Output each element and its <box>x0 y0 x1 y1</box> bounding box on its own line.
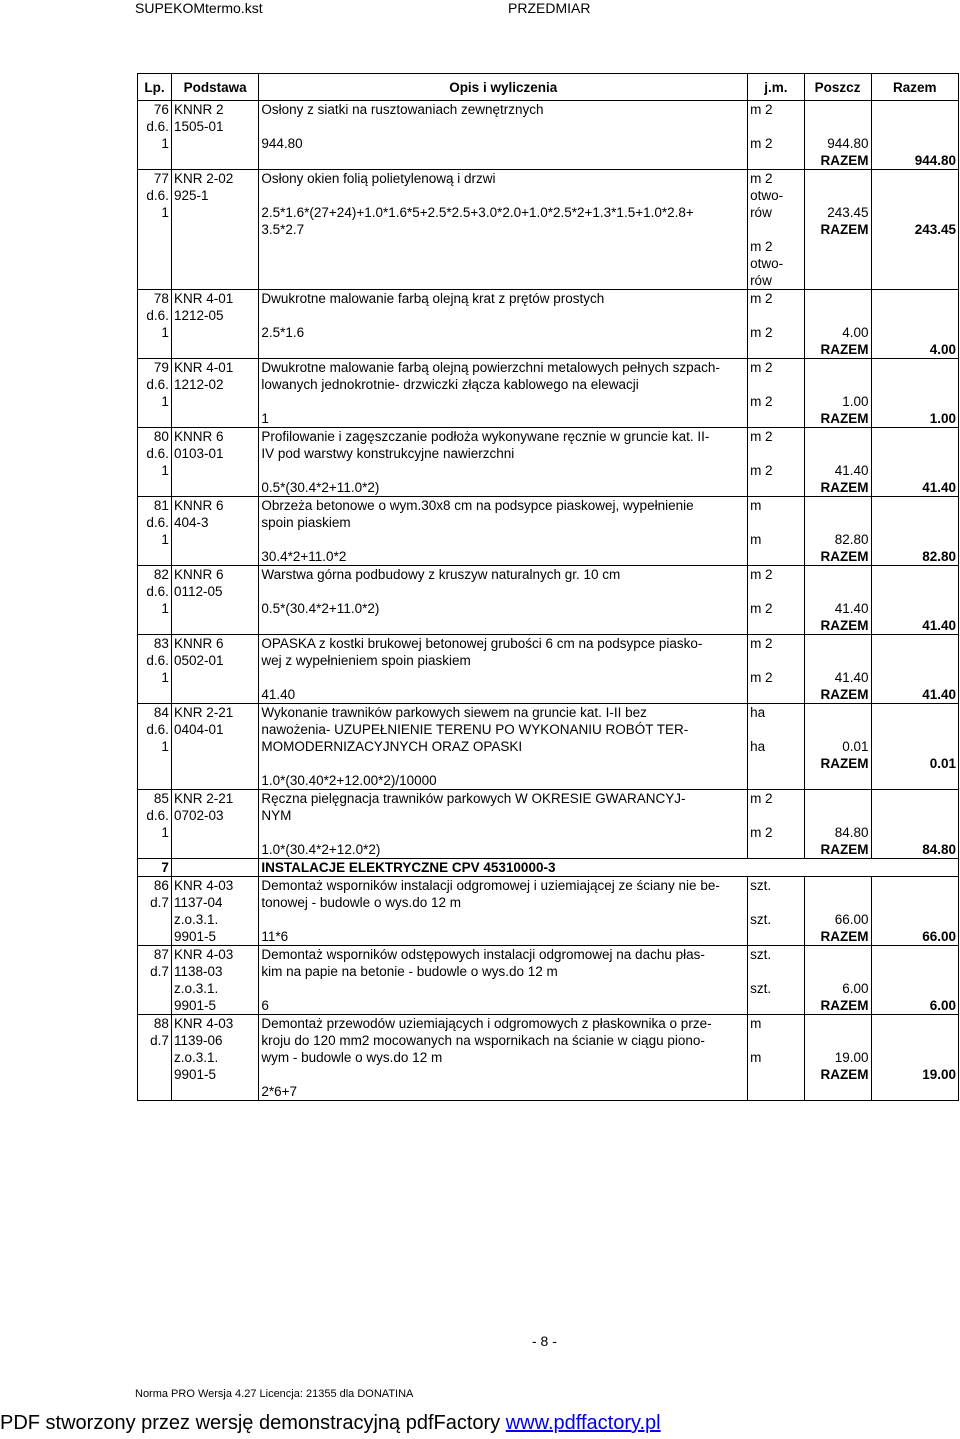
row-razem: 84.80 <box>922 842 956 857</box>
row-razem: 82.80 <box>922 549 956 564</box>
row-calc-jm: ha <box>750 739 766 754</box>
row-podstawa: KNNR 6 404-3 <box>171 497 258 566</box>
row-poszcz: 944.80 <box>827 136 869 151</box>
row-jm-cell <box>748 290 805 359</box>
table-row <box>138 704 959 790</box>
row-calc-jm: m 2 <box>750 463 773 478</box>
row-poszcz: 82.80 <box>834 532 869 547</box>
spacer <box>750 307 802 324</box>
spacer <box>807 497 869 514</box>
row-calculation: 2.5*1.6*(27+24)+1.0*1.6*5+2.5*2.5+3.0*2.0+1.0*2.5*2+1.3*1.5+1.0*2.8+ 3.5*2.7 <box>261 205 694 237</box>
row-calc-jm: m 2 otwo- rów <box>750 239 784 288</box>
spacer <box>807 704 869 721</box>
spacer <box>874 583 957 600</box>
row-podstawa: KNR 4-03 1139-06 z.o.3.1. 9901-5 <box>171 1015 258 1101</box>
row-jm-cell <box>748 497 805 566</box>
row-jm: szt. <box>750 878 772 893</box>
table-row <box>138 497 959 566</box>
spacer <box>874 790 957 807</box>
spacer <box>874 204 957 221</box>
table-row <box>138 101 959 170</box>
row-description-cell <box>259 635 748 704</box>
pdffactory-banner <box>0 1412 960 1435</box>
row-jm: m 2 <box>750 291 773 306</box>
table-row <box>138 428 959 497</box>
row-razem-cell <box>871 359 959 428</box>
row-razem: 41.40 <box>922 687 956 702</box>
spacer <box>874 1032 957 1049</box>
row-poszcz: 41.40 <box>834 463 869 478</box>
row-poszcz-cell <box>804 566 871 635</box>
row-razem-label: RAZEM <box>820 998 869 1013</box>
row-calculation: 41.40 <box>261 687 296 702</box>
pdffactory-link[interactable]: www.pdffactory.pl <box>505 1412 661 1434</box>
spacer <box>750 118 802 135</box>
spacer <box>807 187 869 204</box>
row-description-cell <box>259 170 748 290</box>
row-description-cell <box>259 101 748 170</box>
spacer <box>750 807 802 824</box>
row-lp: 77 d.6. 1 <box>138 170 172 290</box>
col-podstawa: Podstawa <box>171 74 258 101</box>
row-razem-cell <box>871 566 959 635</box>
row-description: Warstwa górna podbudowy z kruszyw naturalnych gr. 10 cm <box>261 567 621 582</box>
spacer <box>750 652 802 669</box>
row-description-cell <box>259 790 748 859</box>
spacer <box>874 704 957 721</box>
row-jm-cell <box>748 704 805 790</box>
row-poszcz: 84.80 <box>834 825 869 840</box>
spacer <box>261 755 745 772</box>
row-poszcz-cell <box>804 946 871 1015</box>
spacer <box>874 307 957 324</box>
col-jm: j.m. <box>748 74 805 101</box>
spacer <box>261 1066 745 1083</box>
row-jm-cell <box>748 946 805 1015</box>
row-jm: m 2 <box>750 360 773 375</box>
row-lp: 81 d.6. 1 <box>138 497 172 566</box>
spacer <box>261 531 745 548</box>
spacer <box>807 1015 869 1032</box>
row-description-cell <box>259 497 748 566</box>
col-lp: Lp. <box>138 74 172 101</box>
table-header-row <box>138 74 959 101</box>
row-description-cell <box>259 359 748 428</box>
row-razem-label: RAZEM <box>820 222 869 237</box>
spacer <box>807 445 869 462</box>
spacer <box>807 514 869 531</box>
row-calc-jm: m 2 <box>750 136 773 151</box>
table-row <box>138 635 959 704</box>
row-razem: 41.40 <box>922 480 956 495</box>
row-lp: 85 d.6. 1 <box>138 790 172 859</box>
header-filename: SUPEKOMtermo.kst <box>135 0 263 16</box>
spacer <box>874 894 957 911</box>
spacer <box>750 583 802 600</box>
spacer <box>261 462 745 479</box>
row-lp: 83 d.6. 1 <box>138 635 172 704</box>
row-razem: 4.00 <box>929 342 956 357</box>
row-razem-cell <box>871 1015 959 1101</box>
spacer <box>874 497 957 514</box>
spacer <box>807 170 869 187</box>
row-description-cell <box>259 428 748 497</box>
spacer <box>807 790 869 807</box>
spacer <box>874 1049 957 1066</box>
spacer <box>261 583 745 600</box>
spacer <box>874 807 957 824</box>
spacer <box>807 376 869 393</box>
row-podstawa: KNR 4-03 1138-03 z.o.3.1. 9901-5 <box>171 946 258 1015</box>
row-razem-cell <box>871 635 959 704</box>
row-lp: 79 d.6. 1 <box>138 359 172 428</box>
row-razem-cell <box>871 428 959 497</box>
row-razem-cell <box>871 101 959 170</box>
spacer <box>874 514 957 531</box>
row-jm: szt. <box>750 947 772 962</box>
row-poszcz: 4.00 <box>842 325 869 340</box>
spacer <box>807 307 869 324</box>
spacer <box>807 583 869 600</box>
spacer <box>874 393 957 410</box>
row-description-cell <box>259 566 748 635</box>
col-razem: Razem <box>871 74 959 101</box>
spacer <box>807 1032 869 1049</box>
spacer <box>807 101 869 118</box>
row-calculation: 11*6 <box>261 929 289 944</box>
spacer <box>807 566 869 583</box>
spacer <box>750 376 802 393</box>
section-title: INSTALACJE ELEKTRYCZNE CPV 45310000-3 <box>259 859 959 877</box>
row-jm: m 2 <box>750 102 773 117</box>
row-description: Dwukrotne malowanie farbą olejną krat z prętów prostych <box>261 291 605 306</box>
row-razem-cell <box>871 704 959 790</box>
row-description: Demontaż przewodów uziemiających i odgromowych z płaskownika o prze- kroju do 120 mm2 mocowanych na wspornikach na ścianie w ciągu piono- wym - budowle o wys.do 12 m <box>261 1016 712 1065</box>
table-row <box>138 790 959 859</box>
row-razem-cell <box>871 290 959 359</box>
row-description-cell <box>259 1015 748 1101</box>
row-poszcz-cell <box>804 101 871 170</box>
spacer <box>807 635 869 652</box>
col-poszcz: Poszcz <box>804 74 871 101</box>
row-calculation: 6 <box>261 998 269 1013</box>
row-calc-jm: szt. <box>750 981 772 996</box>
spacer <box>874 101 957 118</box>
spacer <box>750 445 802 462</box>
row-calculation: 1.0*(30.4*2+12.0*2) <box>261 842 381 857</box>
row-razem: 66.00 <box>922 929 956 944</box>
row-jm: m 2 otwo- rów <box>750 171 784 220</box>
row-jm: m <box>750 498 762 513</box>
spacer <box>261 393 745 410</box>
row-poszcz: 41.40 <box>834 670 869 685</box>
spacer <box>807 428 869 445</box>
row-jm-cell <box>748 359 805 428</box>
row-lp: 84 d.6. 1 <box>138 704 172 790</box>
spacer <box>874 566 957 583</box>
row-razem-label: RAZEM <box>820 842 869 857</box>
spacer <box>874 324 957 341</box>
row-razem: 41.40 <box>922 618 956 633</box>
row-description: Ręczna pielęgnacja trawników parkowych W OKRESIE GWARANCYJ- NYM <box>261 791 686 823</box>
spacer <box>261 118 745 135</box>
row-razem: 19.00 <box>922 1067 956 1082</box>
row-lp: 80 d.6. 1 <box>138 428 172 497</box>
row-calculation: 2.5*1.6 <box>261 325 305 340</box>
row-description: Demontaż wsporników instalacji odgromowej i uziemiającej ze ściany nie be- tonowej - budowle o wys.do 12 m <box>261 878 720 910</box>
row-poszcz-cell <box>804 359 871 428</box>
spacer <box>874 445 957 462</box>
spacer <box>874 290 957 307</box>
row-podstawa: KNNR 6 0502-01 <box>171 635 258 704</box>
bill-of-quantities-table <box>137 73 959 1101</box>
row-jm-cell <box>748 790 805 859</box>
row-podstawa: KNR 4-01 1212-05 <box>171 290 258 359</box>
row-description: Dwukrotne malowanie farbą olejną powierzchni metalowych pełnych szpach- lowanych jednokrotnie- drzwiczki złącza kablowego na elewacji <box>261 360 720 392</box>
row-poszcz-cell <box>804 790 871 859</box>
row-razem: 243.45 <box>914 222 956 237</box>
row-podstawa: KNR 4-03 1137-04 z.o.3.1. 9901-5 <box>171 877 258 946</box>
table-row <box>138 1015 959 1101</box>
spacer <box>807 721 869 738</box>
spacer <box>874 1015 957 1032</box>
row-razem-label: RAZEM <box>820 342 869 357</box>
row-calc-jm: m <box>750 532 762 547</box>
row-calculation: 1 <box>261 411 269 426</box>
spacer <box>874 963 957 980</box>
row-poszcz-cell <box>804 290 871 359</box>
row-poszcz-cell <box>804 877 871 946</box>
row-calc-jm: m 2 <box>750 601 773 616</box>
row-calculation: 0.5*(30.4*2+11.0*2) <box>261 480 380 495</box>
spacer <box>874 376 957 393</box>
row-jm: m 2 <box>750 791 773 806</box>
spacer <box>261 980 745 997</box>
row-jm-cell <box>748 428 805 497</box>
spacer <box>874 187 957 204</box>
spacer <box>261 669 745 686</box>
spacer <box>750 963 802 980</box>
spacer <box>750 514 802 531</box>
row-poszcz: 41.40 <box>834 601 869 616</box>
row-calculation: 944.80 <box>261 136 303 151</box>
row-poszcz: 19.00 <box>834 1050 869 1065</box>
spacer <box>874 635 957 652</box>
spacer <box>874 118 957 135</box>
spacer <box>807 963 869 980</box>
software-footer: Norma PRO Wersja 4.27 Licencja: 21355 dla DONATINA <box>135 1388 414 1400</box>
row-jm: m <box>750 1016 762 1031</box>
row-calculation: 2*6+7 <box>261 1084 298 1099</box>
row-poszcz-cell <box>804 1015 871 1101</box>
spacer <box>874 359 957 376</box>
spacer <box>807 118 869 135</box>
row-jm: ha <box>750 705 766 720</box>
row-poszcz: 1.00 <box>842 394 869 409</box>
spacer <box>807 290 869 307</box>
section-empty <box>171 859 258 877</box>
row-description-cell <box>259 946 748 1015</box>
row-podstawa: KNR 4-01 1212-02 <box>171 359 258 428</box>
spacer <box>261 911 745 928</box>
row-razem-label: RAZEM <box>820 756 869 771</box>
row-podstawa: KNR 2-02 925-1 <box>171 170 258 290</box>
row-razem-label: RAZEM <box>820 1067 869 1082</box>
row-description: Profilowanie i zagęszczanie podłoża wykonywane ręcznie w gruncie kat. II- IV pod warstwy konstrukcyjne nawierzchni <box>261 429 710 461</box>
row-calculation: 1.0*(30.40*2+12.00*2)/10000 <box>261 773 437 788</box>
row-razem-label: RAZEM <box>820 153 869 168</box>
row-razem-label: RAZEM <box>820 411 869 426</box>
spacer <box>750 1032 802 1049</box>
row-jm: m 2 <box>750 636 773 651</box>
row-description-cell <box>259 877 748 946</box>
row-description: Obrzeża betonowe o wym.30x8 cm na podsypce piaskowej, wypełnienie spoin piaskiem <box>261 498 694 530</box>
row-poszcz-cell <box>804 704 871 790</box>
row-poszcz-cell <box>804 635 871 704</box>
row-calc-jm: m 2 <box>750 825 773 840</box>
row-calc-jm: szt. <box>750 912 772 927</box>
table-row <box>138 566 959 635</box>
row-description: Osłony z siatki na rusztowaniach zewnętrznych <box>261 102 544 117</box>
table-row <box>138 290 959 359</box>
row-calculation: 0.5*(30.4*2+11.0*2) <box>261 601 380 616</box>
spacer <box>874 652 957 669</box>
spacer <box>261 824 745 841</box>
spacer <box>807 359 869 376</box>
row-poszcz-cell <box>804 428 871 497</box>
row-razem: 0.01 <box>929 756 956 771</box>
row-jm-cell <box>748 170 805 290</box>
row-razem-label: RAZEM <box>820 929 869 944</box>
spacer <box>807 807 869 824</box>
row-description: Demontaż wsporników odstępowych instalacji odgromowej na dachu płas- kim na papie na betonie - budowle o wys.do 12 m <box>261 947 705 979</box>
row-poszcz-cell <box>804 170 871 290</box>
row-podstawa: KNR 2-21 0404-01 <box>171 704 258 790</box>
row-calc-jm: m 2 <box>750 325 773 340</box>
spacer <box>261 307 745 324</box>
spacer <box>807 894 869 911</box>
spacer <box>874 531 957 548</box>
spacer <box>750 721 802 738</box>
row-lp: 87 d.7 <box>138 946 172 1015</box>
row-description: Wykonanie trawników parkowych siewem na gruncie kat. I-II bez nawożenia- UZUPEŁNIENIE TERENU PO WYKONANIU ROBÓT TER- MOMODERNIZACYJNYCH ORAZ OPASKI <box>261 705 689 754</box>
row-jm: m 2 <box>750 567 773 582</box>
row-razem-label: RAZEM <box>820 480 869 495</box>
page-number: - 8 - <box>532 1333 557 1349</box>
row-calculation: 30.4*2+11.0*2 <box>261 549 347 564</box>
header-doc-type: PRZEDMIAR <box>508 0 591 16</box>
row-lp: 88 d.7 <box>138 1015 172 1101</box>
row-podstawa: KNNR 6 0103-01 <box>171 428 258 497</box>
spacer <box>874 600 957 617</box>
banner-text: PDF stworzony przez wersję demonstracyjną pdfFactory <box>0 1412 506 1434</box>
row-description: Osłony okien folią polietylenową i drzwi <box>261 171 496 186</box>
row-razem-label: RAZEM <box>820 618 869 633</box>
spacer <box>874 946 957 963</box>
spacer <box>807 652 869 669</box>
row-poszcz: 6.00 <box>842 981 869 996</box>
spacer <box>874 428 957 445</box>
row-razem: 944.80 <box>914 153 956 168</box>
row-razem-cell <box>871 946 959 1015</box>
table-row <box>138 877 959 946</box>
spacer <box>874 738 957 755</box>
row-poszcz: 66.00 <box>834 912 869 927</box>
row-poszcz: 0.01 <box>842 739 869 754</box>
row-lp: 76 d.6. 1 <box>138 101 172 170</box>
spacer <box>874 980 957 997</box>
row-jm-cell <box>748 1015 805 1101</box>
row-poszcz: 243.45 <box>827 205 869 220</box>
row-razem: 1.00 <box>929 411 956 426</box>
row-jm-cell <box>748 877 805 946</box>
col-opis: Opis i wyliczenia <box>259 74 748 101</box>
spacer <box>807 946 869 963</box>
row-podstawa: KNNR 2 1505-01 <box>171 101 258 170</box>
row-podstawa: KNNR 6 0112-05 <box>171 566 258 635</box>
row-calc-jm: m <box>750 1050 762 1065</box>
row-jm: m 2 <box>750 429 773 444</box>
row-razem-label: RAZEM <box>820 549 869 564</box>
row-description: OPASKA z kostki brukowej betonowej grubości 6 cm na podsypce piasko- wej z wypełnieniem spoin piaskiem <box>261 636 703 668</box>
table-row <box>138 170 959 290</box>
spacer <box>807 877 869 894</box>
spacer <box>750 221 802 238</box>
row-jm-cell <box>748 101 805 170</box>
spacer <box>874 824 957 841</box>
row-poszcz-cell <box>804 497 871 566</box>
row-razem-cell <box>871 877 959 946</box>
spacer <box>874 721 957 738</box>
spacer <box>874 669 957 686</box>
row-calc-jm: m 2 <box>750 670 773 685</box>
section-lp: 7 <box>138 859 172 877</box>
spacer <box>874 911 957 928</box>
row-razem-cell <box>871 170 959 290</box>
spacer <box>874 170 957 187</box>
row-description-cell <box>259 290 748 359</box>
spacer <box>874 135 957 152</box>
row-description-cell <box>259 704 748 790</box>
row-jm-cell <box>748 566 805 635</box>
row-podstawa: KNR 2-21 0702-03 <box>171 790 258 859</box>
row-razem-cell <box>871 790 959 859</box>
spacer <box>261 187 745 204</box>
table-row <box>138 359 959 428</box>
row-lp: 82 d.6. 1 <box>138 566 172 635</box>
section-row <box>138 859 959 877</box>
row-lp: 78 d.6. 1 <box>138 290 172 359</box>
row-razem-label: RAZEM <box>820 687 869 702</box>
table-row <box>138 946 959 1015</box>
row-lp: 86 d.7 <box>138 877 172 946</box>
row-jm-cell <box>748 635 805 704</box>
spacer <box>874 462 957 479</box>
spacer <box>874 877 957 894</box>
row-razem: 6.00 <box>929 998 956 1013</box>
row-razem-cell <box>871 497 959 566</box>
spacer <box>750 894 802 911</box>
row-calc-jm: m 2 <box>750 394 773 409</box>
